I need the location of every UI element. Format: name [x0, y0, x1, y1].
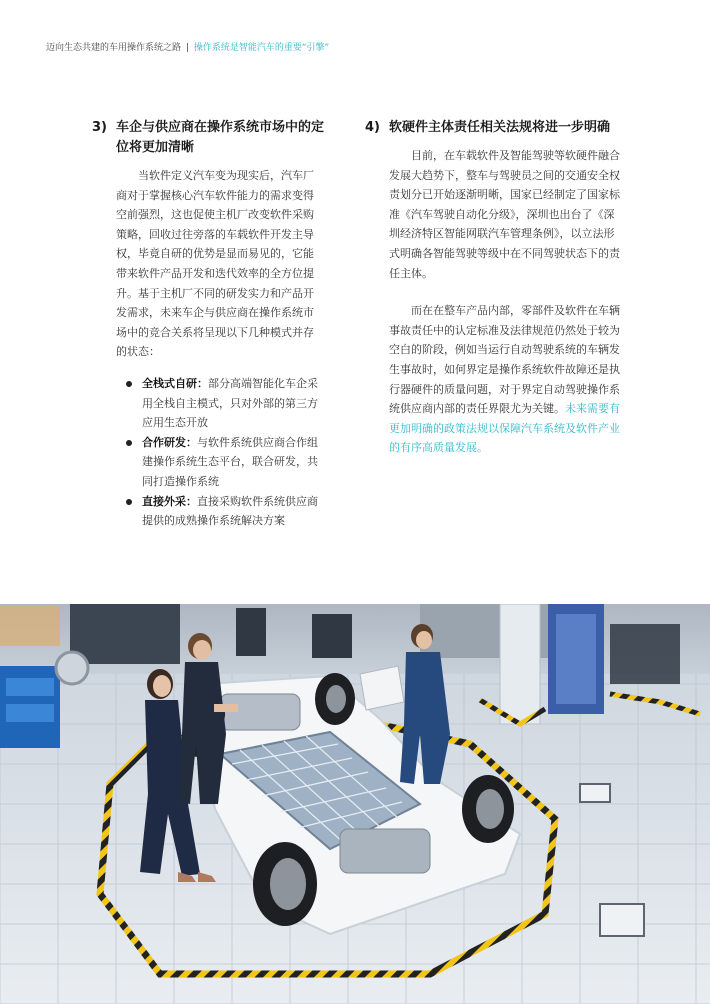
bullet-text: 直接采购软件系统供应商提供的成熟操作系统解决方案 [142, 494, 318, 528]
ev-chassis-photo [0, 604, 710, 1004]
section-3-column [92, 118, 324, 531]
bullet-item-purchase [124, 492, 324, 531]
paragraph-2-accent: 未来需要有更加明确的政策法规以保障汽车系统及软件产业的有序高质量发展。 [389, 402, 620, 455]
running-header [46, 40, 329, 53]
paragraph-2-body: 而在在整车产品内部，零部件及软件在车辆事故责任中的认定标准及法律规范仍然处于较为空白的阶段，例如当运行自动驾驶系统的车辆发生事故时，如何界定是操作系统软件故障还是执行器硬件的质量问题，对于界定自动驾驶操作系统供应商内部的责任界限尤为关键。 [389, 304, 620, 416]
blueprint-sheet [360, 666, 404, 710]
office-chair [236, 608, 266, 656]
section-4-number: 4) [365, 120, 380, 135]
header-subtitle: 操作系统是智能汽车的重要“引擎” [193, 43, 330, 53]
section-4-column [365, 118, 625, 458]
section-3-heading [92, 118, 324, 158]
bullet-item-cooperative [124, 433, 324, 492]
shelf [0, 606, 60, 646]
bullet-text: 部分高端智能化车企采用全栈自主模式，只对外部的第三方应用生态开放 [142, 376, 318, 430]
section-3-title: 车企与供应商在操作系统市场中的定位将更加清晰 [116, 120, 325, 155]
rear-motor [340, 829, 430, 873]
section-4-heading [365, 118, 625, 138]
bullet-text: 与软件系统供应商合作组建操作系统生态平台，联合研发，共同打造操作系统 [142, 435, 318, 488]
lab-scene-illustration [0, 604, 710, 1004]
section-3-paragraph: 当软件定义汽车变为现实后，汽车厂商对于掌握核心汽车软件能力的需求变得空前强烈，这也促使主机厂改变软件采购策略，回收过往旁落的车载软件开发主导权，毕竟自研的优势是显而易见的，它能带来软件产品开发和迭代效率的全方位提升。基于主机厂不同的研发实力和产品开发需求，未来车企与供应商在操作系统市场中的竞合关系将呈现以下几种模式并存的状态： [116, 169, 314, 359]
section-3-number: 3) [92, 120, 107, 135]
section-4-title: 软硬件主体责任相关法规将进一步明确 [389, 120, 611, 135]
workbench [70, 604, 180, 664]
bullet-term: 全栈式自研： [142, 376, 208, 390]
floor-hatch [600, 904, 644, 936]
header-separator: | [185, 43, 189, 53]
header-title: 迈向生态共建的车用操作系统之路 [46, 43, 182, 53]
bullet-item-fullstack [124, 374, 324, 433]
section-3-bullet-list [124, 374, 324, 531]
section-4-paragraph-2 [389, 301, 625, 458]
bullet-term: 合作研发： [142, 435, 197, 449]
bullet-term: 直接外采： [142, 494, 197, 508]
pillar [500, 604, 540, 724]
section-4-paragraph-1: 目前，在车载软件及智能驾驶等软硬件融合发展大趋势下，整车与驾驶员之间的交通安全权责划分已开始逐渐明晰，国家已经制定了国家标准《汽车驾驶自动化分级》，深圳也出台了《深圳经济特区智能网联汽车管理条例》，以立法形式明确各智能驾驶等级中在不同驾驶状态下的责任主体。 [389, 149, 620, 280]
